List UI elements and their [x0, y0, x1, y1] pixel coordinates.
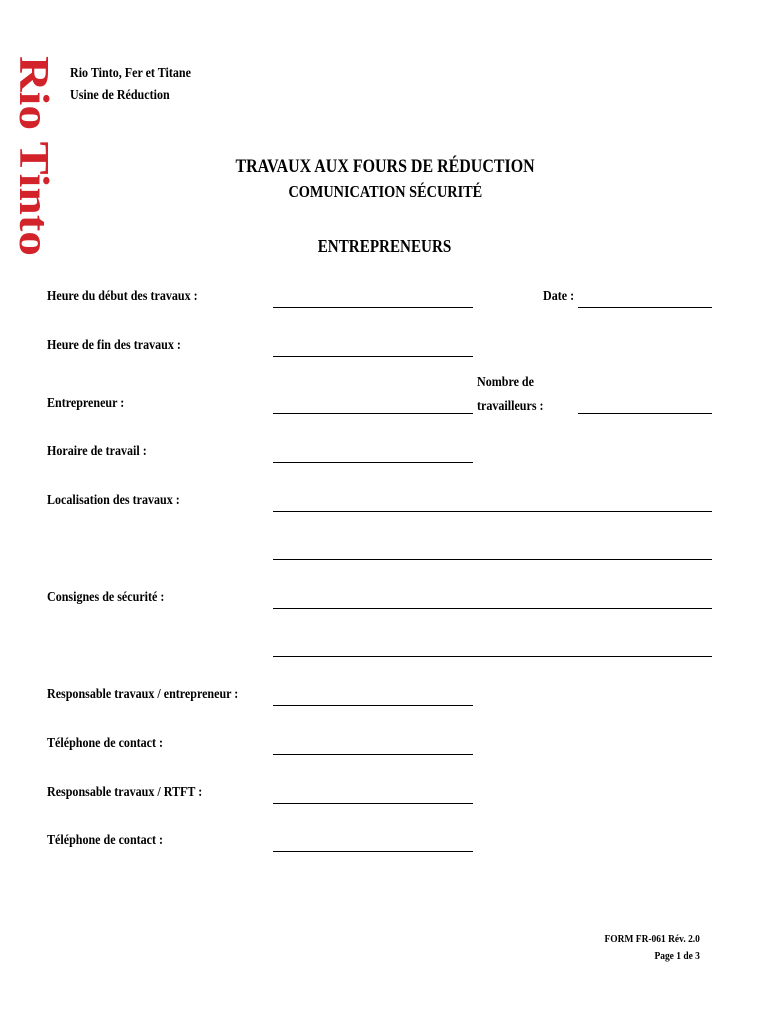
form-reference: FORM FR-061 Rév. 2.0 [604, 933, 700, 945]
date-field[interactable] [578, 307, 712, 308]
contractor-field[interactable] [273, 413, 473, 414]
date-label: Date : [543, 289, 575, 304]
safety-field-line2[interactable] [273, 656, 712, 657]
rtft-manager-field[interactable] [273, 803, 473, 804]
form-title: TRAVAUX AUX FOURS DE RÉDUCTION [235, 156, 535, 177]
contractor-phone-field[interactable] [273, 754, 473, 755]
location-field-line1[interactable] [273, 511, 712, 512]
form-subtitle: COMUNICATION SÉCURITÉ [288, 182, 482, 201]
rtft-phone-label: Téléphone de contact : [47, 833, 164, 848]
start-time-field[interactable] [273, 307, 473, 308]
end-time-field[interactable] [273, 356, 473, 357]
safety-label: Consignes de sécurité : [47, 590, 165, 605]
rtft-manager-label: Responsable travaux / RTFT : [47, 785, 203, 800]
workers-label-line1: Nombre de [477, 375, 534, 390]
start-time-label: Heure du début des travaux : [47, 289, 198, 304]
contractor-label: Entrepreneur : [47, 396, 125, 411]
company-name: Rio Tinto, Fer et Titane [70, 66, 191, 81]
location-field-line2[interactable] [273, 559, 712, 560]
safety-field-line1[interactable] [273, 608, 712, 609]
location-label: Localisation des travaux : [47, 493, 180, 508]
schedule-field[interactable] [273, 462, 473, 463]
end-time-label: Heure de fin des travaux : [47, 338, 181, 353]
page-number: Page 1 de 3 [654, 950, 700, 962]
form-audience: ENTREPRENEURS [318, 236, 452, 256]
schedule-label: Horaire de travail : [47, 444, 147, 459]
svg-text:Rio Tinto: Rio Tinto [10, 56, 56, 227]
form-footer [605, 931, 700, 965]
company-block [70, 63, 191, 107]
rtft-phone-field[interactable] [273, 851, 473, 852]
contractor-manager-label: Responsable travaux / entrepreneur : [47, 687, 239, 702]
workers-field[interactable] [578, 413, 712, 414]
contractor-manager-field[interactable] [273, 705, 473, 706]
contractor-phone-label: Téléphone de contact : [47, 736, 164, 751]
workers-label [477, 371, 544, 419]
workers-label-line2: travailleurs : [477, 399, 544, 414]
plant-name: Usine de Réduction [70, 88, 170, 103]
